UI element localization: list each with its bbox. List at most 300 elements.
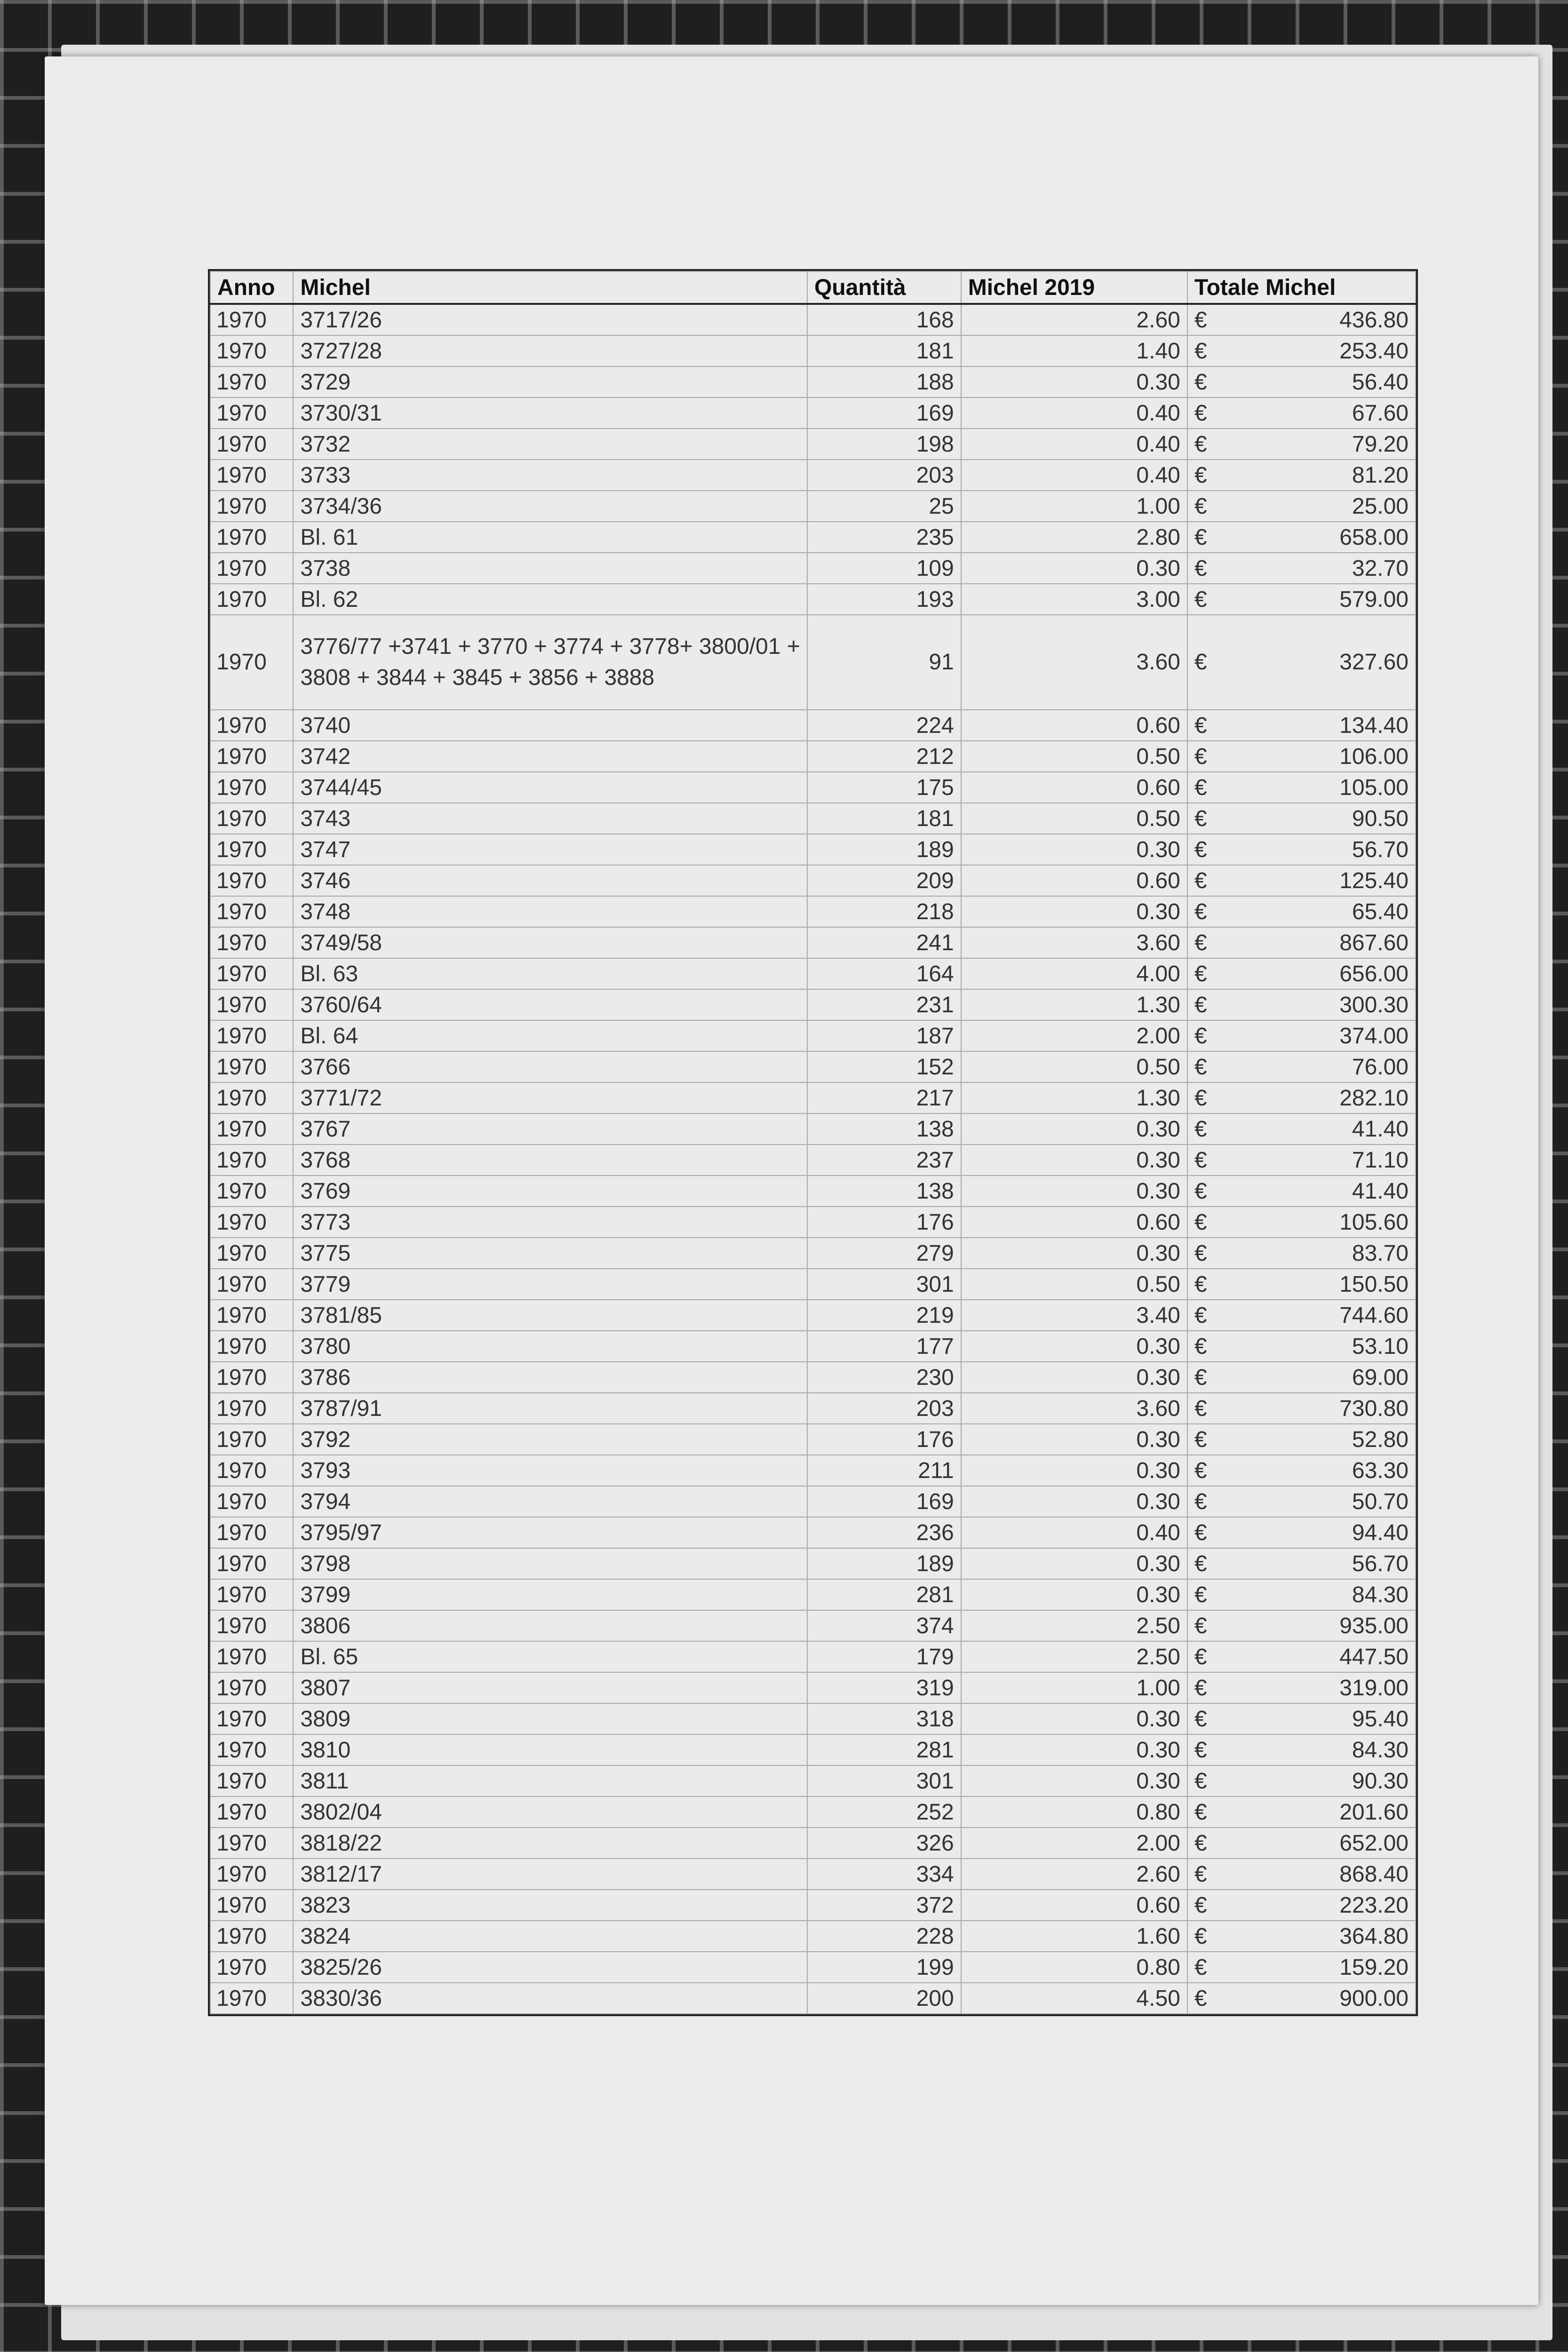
table-row (210, 1455, 1416, 1486)
cell-anno: 1970 (210, 710, 293, 741)
cell-michel-2019: 2.80 (961, 522, 1187, 553)
cell-michel-2019: 0.60 (961, 710, 1187, 741)
cell-totale: 56.70 (1225, 834, 1416, 865)
cell-michel-2019: 1.60 (961, 1921, 1187, 1952)
cell-quantita: 237 (807, 1144, 961, 1176)
cell-anno: 1970 (210, 1082, 293, 1113)
header-anno: Anno (210, 271, 293, 304)
cell-michel: 3766 (293, 1051, 807, 1082)
table-row (210, 1890, 1416, 1921)
cell-michel-2019: 1.40 (961, 335, 1187, 366)
cell-michel: 3818/22 (293, 1828, 807, 1859)
table-row (210, 741, 1416, 772)
cell-currency: € (1187, 1300, 1225, 1331)
cell-anno: 1970 (210, 927, 293, 958)
cell-michel: 3744/45 (293, 772, 807, 803)
cell-michel-2019: 0.30 (961, 1331, 1187, 1362)
cell-totale: 364.80 (1225, 1921, 1416, 1952)
table-row (210, 1921, 1416, 1952)
cell-michel-2019: 0.30 (961, 1548, 1187, 1579)
cell-totale: 150.50 (1225, 1269, 1416, 1300)
cell-currency: € (1187, 834, 1225, 865)
cell-totale: 69.00 (1225, 1362, 1416, 1393)
cell-totale: 32.70 (1225, 553, 1416, 584)
cell-currency: € (1187, 491, 1225, 522)
cell-anno: 1970 (210, 1765, 293, 1796)
cell-anno: 1970 (210, 1796, 293, 1828)
cell-michel: 3748 (293, 896, 807, 927)
table-row (210, 1238, 1416, 1269)
cell-quantita: 91 (807, 615, 961, 710)
cell-michel: Bl. 61 (293, 522, 807, 553)
cell-michel-2019: 0.50 (961, 1269, 1187, 1300)
table-row (210, 304, 1416, 335)
table-row (210, 834, 1416, 865)
cell-currency: € (1187, 1269, 1225, 1300)
cell-michel: 3787/91 (293, 1393, 807, 1424)
cell-currency: € (1187, 1921, 1225, 1952)
cell-totale: 90.50 (1225, 803, 1416, 834)
cell-quantita: 301 (807, 1269, 961, 1300)
cell-michel-2019: 1.00 (961, 491, 1187, 522)
table-row (210, 1207, 1416, 1238)
cell-michel-2019: 0.50 (961, 803, 1187, 834)
cell-michel: 3760/64 (293, 989, 807, 1020)
cell-quantita: 203 (807, 460, 961, 491)
cell-michel: 3809 (293, 1703, 807, 1734)
table-row (210, 1300, 1416, 1331)
cell-michel-2019: 3.60 (961, 1393, 1187, 1424)
cell-michel: 3810 (293, 1734, 807, 1765)
cell-currency: € (1187, 1890, 1225, 1921)
cell-currency: € (1187, 1455, 1225, 1486)
cell-michel: Bl. 64 (293, 1020, 807, 1051)
cell-currency: € (1187, 1393, 1225, 1424)
cell-michel-2019: 0.30 (961, 1238, 1187, 1269)
cell-michel: 3729 (293, 366, 807, 397)
cell-quantita: 228 (807, 1921, 961, 1952)
cell-totale: 327.60 (1225, 615, 1416, 710)
cell-michel: 3798 (293, 1548, 807, 1579)
cell-currency: € (1187, 1362, 1225, 1393)
table-row (210, 460, 1416, 491)
cell-totale: 79.20 (1225, 429, 1416, 460)
cell-currency: € (1187, 1672, 1225, 1703)
cell-michel: 3795/97 (293, 1517, 807, 1548)
cell-totale: 652.00 (1225, 1828, 1416, 1859)
cell-totale: 84.30 (1225, 1734, 1416, 1765)
cell-totale: 744.60 (1225, 1300, 1416, 1331)
cell-currency: € (1187, 1051, 1225, 1082)
cell-anno: 1970 (210, 1020, 293, 1051)
cell-michel: 3812/17 (293, 1859, 807, 1890)
cell-totale: 71.10 (1225, 1144, 1416, 1176)
cell-currency: € (1187, 1641, 1225, 1672)
cell-michel: Bl. 65 (293, 1641, 807, 1672)
cell-totale: 25.00 (1225, 491, 1416, 522)
cell-currency: € (1187, 1486, 1225, 1517)
cell-anno: 1970 (210, 429, 293, 460)
cell-anno: 1970 (210, 1113, 293, 1144)
table-row (210, 710, 1416, 741)
cell-michel-2019: 1.30 (961, 989, 1187, 1020)
cell-michel: 3799 (293, 1579, 807, 1610)
cell-michel: 3743 (293, 803, 807, 834)
cell-anno: 1970 (210, 834, 293, 865)
cell-quantita: 188 (807, 366, 961, 397)
cell-anno: 1970 (210, 772, 293, 803)
cell-quantita: 138 (807, 1113, 961, 1144)
cell-michel: 3776/77 +3741 + 3770 + 3774 + 3778+ 3800/01 + 3808 + 3844 + 3845 + 3856 + 3888 (293, 615, 807, 710)
cell-currency: € (1187, 397, 1225, 429)
cell-anno: 1970 (210, 397, 293, 429)
cell-quantita: 181 (807, 335, 961, 366)
cell-michel-2019: 0.40 (961, 460, 1187, 491)
cell-anno: 1970 (210, 1486, 293, 1517)
cell-currency: € (1187, 1796, 1225, 1828)
table-row (210, 491, 1416, 522)
table-row (210, 1672, 1416, 1703)
cell-quantita: 241 (807, 927, 961, 958)
cell-michel: 3733 (293, 460, 807, 491)
cell-michel-2019: 0.30 (961, 896, 1187, 927)
cell-currency: € (1187, 1207, 1225, 1238)
cell-michel-2019: 3.40 (961, 1300, 1187, 1331)
cell-totale: 81.20 (1225, 460, 1416, 491)
cell-anno: 1970 (210, 1269, 293, 1300)
cell-totale: 56.40 (1225, 366, 1416, 397)
cell-quantita: 176 (807, 1207, 961, 1238)
cell-quantita: 189 (807, 1548, 961, 1579)
cell-anno: 1970 (210, 1517, 293, 1548)
cell-quantita: 374 (807, 1610, 961, 1641)
cell-currency: € (1187, 741, 1225, 772)
cell-michel-2019: 0.60 (961, 1207, 1187, 1238)
cell-totale: 319.00 (1225, 1672, 1416, 1703)
cell-currency: € (1187, 1859, 1225, 1890)
cell-michel: 3793 (293, 1455, 807, 1486)
cell-michel: 3824 (293, 1921, 807, 1952)
cell-anno: 1970 (210, 304, 293, 335)
cell-michel-2019: 3.00 (961, 584, 1187, 615)
cell-michel: 3734/36 (293, 491, 807, 522)
table-row (210, 1051, 1416, 1082)
cell-quantita: 326 (807, 1828, 961, 1859)
cell-michel: Bl. 62 (293, 584, 807, 615)
cell-michel: 3830/36 (293, 1983, 807, 2014)
table-row (210, 1641, 1416, 1672)
cell-totale: 105.00 (1225, 772, 1416, 803)
cell-anno: 1970 (210, 1828, 293, 1859)
cell-totale: 867.60 (1225, 927, 1416, 958)
table-row (210, 1517, 1416, 1548)
cell-michel-2019: 3.60 (961, 927, 1187, 958)
cell-quantita: 236 (807, 1517, 961, 1548)
table-row (210, 927, 1416, 958)
cell-michel-2019: 0.60 (961, 1890, 1187, 1921)
cell-anno: 1970 (210, 1890, 293, 1921)
cell-currency: € (1187, 366, 1225, 397)
cell-michel-2019: 0.30 (961, 1765, 1187, 1796)
cell-anno: 1970 (210, 1238, 293, 1269)
cell-quantita: 281 (807, 1579, 961, 1610)
cell-currency: € (1187, 1548, 1225, 1579)
table-row (210, 397, 1416, 429)
cell-quantita: 218 (807, 896, 961, 927)
cell-totale: 106.00 (1225, 741, 1416, 772)
table-row (210, 553, 1416, 584)
table-row (210, 1113, 1416, 1144)
cell-quantita: 231 (807, 989, 961, 1020)
table-row (210, 335, 1416, 366)
table-row (210, 896, 1416, 927)
cell-quantita: 209 (807, 865, 961, 896)
cell-currency: € (1187, 1238, 1225, 1269)
cell-totale: 253.40 (1225, 335, 1416, 366)
cell-currency: € (1187, 1176, 1225, 1207)
table-row (210, 1082, 1416, 1113)
cell-quantita: 193 (807, 584, 961, 615)
cell-currency: € (1187, 1331, 1225, 1362)
cell-anno: 1970 (210, 1331, 293, 1362)
cell-quantita: 334 (807, 1859, 961, 1890)
table-row (210, 1610, 1416, 1641)
cell-currency: € (1187, 1082, 1225, 1113)
cell-currency: € (1187, 1020, 1225, 1051)
cell-quantita: 175 (807, 772, 961, 803)
cell-currency: € (1187, 584, 1225, 615)
cell-totale: 656.00 (1225, 958, 1416, 989)
cell-michel-2019: 0.30 (961, 1176, 1187, 1207)
cell-michel-2019: 0.30 (961, 1455, 1187, 1486)
cell-totale: 868.40 (1225, 1859, 1416, 1890)
table-row (210, 772, 1416, 803)
cell-totale: 83.70 (1225, 1238, 1416, 1269)
cell-totale: 579.00 (1225, 584, 1416, 615)
cell-totale: 84.30 (1225, 1579, 1416, 1610)
cell-michel-2019: 1.30 (961, 1082, 1187, 1113)
cell-anno: 1970 (210, 584, 293, 615)
cell-michel-2019: 0.80 (961, 1796, 1187, 1828)
cell-totale: 56.70 (1225, 1548, 1416, 1579)
table-row (210, 1828, 1416, 1859)
table-row (210, 1859, 1416, 1890)
cell-quantita: 372 (807, 1890, 961, 1921)
cell-anno: 1970 (210, 1579, 293, 1610)
cell-anno: 1970 (210, 1207, 293, 1238)
table-row (210, 522, 1416, 553)
cell-michel: 3749/58 (293, 927, 807, 958)
cell-anno: 1970 (210, 741, 293, 772)
cell-michel-2019: 0.40 (961, 397, 1187, 429)
cell-anno: 1970 (210, 1144, 293, 1176)
cell-michel: 3775 (293, 1238, 807, 1269)
cell-michel: 3802/04 (293, 1796, 807, 1828)
cell-michel-2019: 2.50 (961, 1641, 1187, 1672)
cell-michel: 3742 (293, 741, 807, 772)
cell-quantita: 169 (807, 1486, 961, 1517)
cell-currency: € (1187, 958, 1225, 989)
cell-anno: 1970 (210, 958, 293, 989)
cell-michel-2019: 4.50 (961, 1983, 1187, 2014)
cell-quantita: 176 (807, 1424, 961, 1455)
cell-currency: € (1187, 1952, 1225, 1983)
cell-michel-2019: 0.30 (961, 1144, 1187, 1176)
table-row (210, 615, 1416, 710)
cell-michel: Bl. 63 (293, 958, 807, 989)
cell-michel: 3781/85 (293, 1300, 807, 1331)
cell-totale: 90.30 (1225, 1765, 1416, 1796)
cell-currency: € (1187, 710, 1225, 741)
cell-michel: 3768 (293, 1144, 807, 1176)
cell-anno: 1970 (210, 1424, 293, 1455)
cell-totale: 125.40 (1225, 865, 1416, 896)
cell-quantita: 198 (807, 429, 961, 460)
cell-quantita: 217 (807, 1082, 961, 1113)
cell-currency: € (1187, 1610, 1225, 1641)
cell-totale: 95.40 (1225, 1703, 1416, 1734)
table-row (210, 584, 1416, 615)
table-row (210, 1362, 1416, 1393)
cell-quantita: 187 (807, 1020, 961, 1051)
cell-anno: 1970 (210, 1703, 293, 1734)
cell-quantita: 219 (807, 1300, 961, 1331)
cell-totale: 300.30 (1225, 989, 1416, 1020)
cell-michel: 3767 (293, 1113, 807, 1144)
cell-anno: 1970 (210, 335, 293, 366)
cell-anno: 1970 (210, 522, 293, 553)
cell-currency: € (1187, 1983, 1225, 2014)
table-row (210, 1952, 1416, 1983)
header-row (210, 271, 1416, 304)
cell-quantita: 203 (807, 1393, 961, 1424)
cell-currency: € (1187, 1144, 1225, 1176)
cell-currency: € (1187, 1517, 1225, 1548)
cell-currency: € (1187, 865, 1225, 896)
cell-currency: € (1187, 803, 1225, 834)
cell-michel: 3730/31 (293, 397, 807, 429)
cell-currency: € (1187, 429, 1225, 460)
cell-totale: 730.80 (1225, 1393, 1416, 1424)
stamp-price-table (210, 271, 1416, 2014)
table-row (210, 1765, 1416, 1796)
cell-quantita: 168 (807, 304, 961, 335)
cell-michel: 3747 (293, 834, 807, 865)
cell-michel-2019: 2.50 (961, 1610, 1187, 1641)
cell-totale: 67.60 (1225, 397, 1416, 429)
cell-quantita: 319 (807, 1672, 961, 1703)
cell-michel: 3773 (293, 1207, 807, 1238)
cell-anno: 1970 (210, 1641, 293, 1672)
table-row (210, 1269, 1416, 1300)
cell-totale: 50.70 (1225, 1486, 1416, 1517)
header-michel: Michel (293, 271, 807, 304)
cell-totale: 41.40 (1225, 1113, 1416, 1144)
cell-anno: 1970 (210, 366, 293, 397)
cell-currency: € (1187, 1703, 1225, 1734)
cell-anno: 1970 (210, 553, 293, 584)
cell-michel: 3825/26 (293, 1952, 807, 1983)
cell-totale: 134.40 (1225, 710, 1416, 741)
cell-michel-2019: 0.40 (961, 1517, 1187, 1548)
table-row (210, 958, 1416, 989)
cell-currency: € (1187, 927, 1225, 958)
cell-anno: 1970 (210, 1921, 293, 1952)
cell-quantita: 25 (807, 491, 961, 522)
cell-totale: 41.40 (1225, 1176, 1416, 1207)
cell-quantita: 212 (807, 741, 961, 772)
cell-currency: € (1187, 460, 1225, 491)
cell-anno: 1970 (210, 1176, 293, 1207)
cell-anno: 1970 (210, 1548, 293, 1579)
table-row (210, 1020, 1416, 1051)
table-row (210, 1144, 1416, 1176)
table-row (210, 989, 1416, 1020)
header-michel-2019: Michel 2019 (961, 271, 1187, 304)
cell-totale: 282.10 (1225, 1082, 1416, 1113)
cell-quantita: 152 (807, 1051, 961, 1082)
cell-michel-2019: 0.30 (961, 1734, 1187, 1765)
cell-totale: 447.50 (1225, 1641, 1416, 1672)
header-quantita: Quantità (807, 271, 961, 304)
cell-currency: € (1187, 335, 1225, 366)
cell-quantita: 181 (807, 803, 961, 834)
cell-totale: 94.40 (1225, 1517, 1416, 1548)
cell-michel: 3823 (293, 1890, 807, 1921)
table-row (210, 1796, 1416, 1828)
cell-currency: € (1187, 1113, 1225, 1144)
cell-currency: € (1187, 1424, 1225, 1455)
cell-quantita: 235 (807, 522, 961, 553)
cell-totale: 52.80 (1225, 1424, 1416, 1455)
cell-currency: € (1187, 1828, 1225, 1859)
table-row (210, 1983, 1416, 2014)
table-row (210, 1579, 1416, 1610)
cell-anno: 1970 (210, 803, 293, 834)
cell-michel: 3727/28 (293, 335, 807, 366)
cell-michel: 3769 (293, 1176, 807, 1207)
cell-quantita: 179 (807, 1641, 961, 1672)
cell-currency: € (1187, 522, 1225, 553)
cell-totale: 900.00 (1225, 1983, 1416, 2014)
cell-michel: 3738 (293, 553, 807, 584)
cell-anno: 1970 (210, 1300, 293, 1331)
table-row (210, 366, 1416, 397)
cell-anno: 1970 (210, 1362, 293, 1393)
cell-anno: 1970 (210, 1734, 293, 1765)
cell-totale: 658.00 (1225, 522, 1416, 553)
cell-quantita: 200 (807, 1983, 961, 2014)
cell-totale: 436.80 (1225, 304, 1416, 335)
table-row (210, 1548, 1416, 1579)
cell-totale: 105.60 (1225, 1207, 1416, 1238)
table-row (210, 1393, 1416, 1424)
cell-totale: 53.10 (1225, 1331, 1416, 1362)
cell-michel: 3746 (293, 865, 807, 896)
cell-michel-2019: 0.30 (961, 1579, 1187, 1610)
cell-quantita: 177 (807, 1331, 961, 1362)
cell-quantita: 189 (807, 834, 961, 865)
cell-quantita: 301 (807, 1765, 961, 1796)
cell-michel: 3786 (293, 1362, 807, 1393)
cell-michel: 3740 (293, 710, 807, 741)
cell-currency: € (1187, 772, 1225, 803)
table-row (210, 1176, 1416, 1207)
cell-anno: 1970 (210, 1393, 293, 1424)
cell-quantita: 281 (807, 1734, 961, 1765)
stamp-price-table-frame (208, 269, 1418, 2016)
cell-totale: 223.20 (1225, 1890, 1416, 1921)
